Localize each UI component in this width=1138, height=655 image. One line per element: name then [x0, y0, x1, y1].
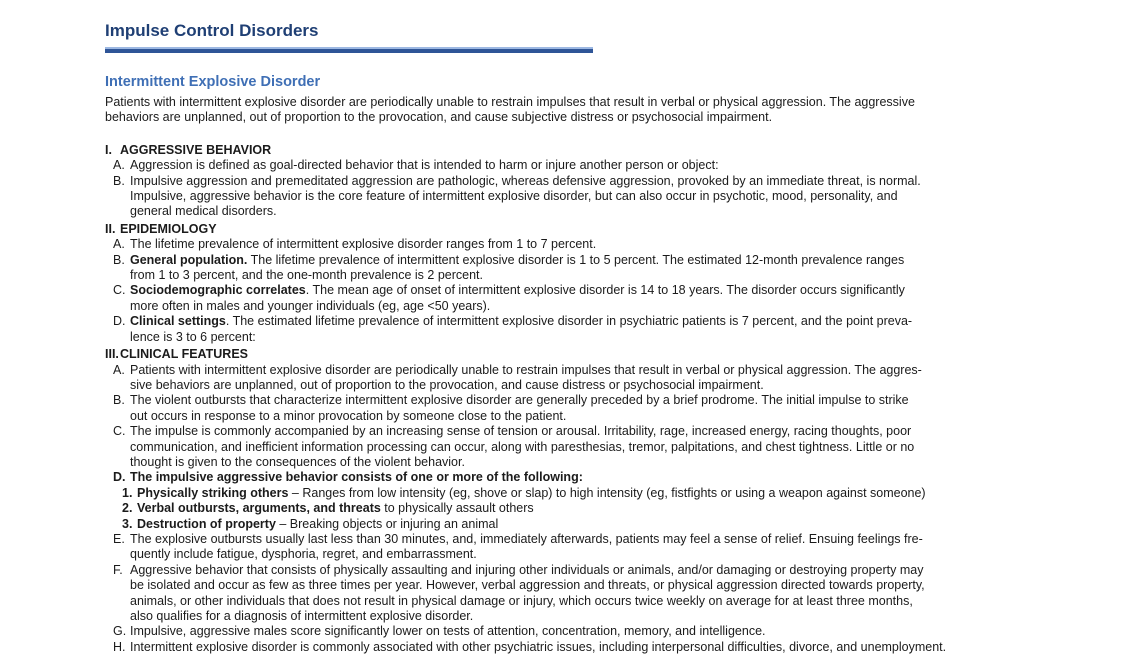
- outline-line: [105, 189, 1123, 204]
- outline-line: [105, 330, 1123, 345]
- outline-line: [105, 363, 1123, 378]
- outline-line: [105, 563, 1123, 578]
- item-text: also qualifies for a diagnosis of intermittent explosive disorder.: [130, 609, 474, 623]
- outline-line: [105, 532, 1123, 547]
- item-text: from 1 to 3 percent, and the one-month prevalence is 2 percent.: [130, 268, 483, 283]
- item-text: Patients with intermittent explosive disorder are periodically unable to restrain impulses that result in verbal or physical aggression. The aggres-: [130, 362, 922, 377]
- item-text: Aggression is defined as goal-directed behavior that is intended to harm or injure another person or object:: [130, 158, 719, 173]
- section-title: Intermittent Explosive Disorder: [105, 74, 321, 90]
- outline-line: [105, 314, 1123, 329]
- section-heading-text: EPIDEMIOLOGY: [120, 221, 217, 236]
- item-text: be isolated and occur as few as three times per year. However, verbal aggression and threats, or physical aggression directed towards property,: [130, 578, 925, 593]
- item-text: The violent outbursts that characterize intermittent explosive disorder are generally preceded by a brief prodrome. The initial impulse to strike: [130, 393, 909, 408]
- item-text: – Breaking objects or injuring an animal: [275, 516, 499, 531]
- item-text: Intermittent explosive disorder is commonly associated with other psychiatric issues, including interpersonal difficulties, divorce, and unemployment.: [130, 639, 947, 654]
- section-numeral: I.: [105, 142, 112, 157]
- outline-line: [105, 486, 1123, 501]
- item-marker: B.: [113, 393, 125, 408]
- item-marker: D.: [113, 470, 126, 485]
- intro-line: Patients with intermittent explosive disorder are periodically unable to restrain impulses that result in verbal or physical aggression. The aggressive: [105, 95, 915, 109]
- outline-line: [105, 253, 1123, 268]
- item-text: sive behaviors are unplanned, out of proportion to the provocation, and cause distress or psychosocial impairment.: [130, 377, 764, 392]
- outline-line: [105, 237, 1123, 252]
- section-heading: [105, 143, 1123, 158]
- item-marker: D.: [113, 314, 126, 329]
- item-text: The impulse is commonly accompanied by an increasing sense of tension or arousal. Irritability, rage, increased energy, racing thoughts, poor: [130, 424, 912, 439]
- item-text: Physically striking others: [137, 485, 289, 500]
- item-text: Clinical settings: [130, 314, 226, 329]
- outline-line: [105, 299, 1123, 314]
- section-heading: [105, 222, 1123, 237]
- item-marker: C.: [113, 283, 126, 298]
- outline-line: [105, 517, 1123, 532]
- intro-line: behaviors are unplanned, out of proportion to the provocation, and cause subjective distress or psychosocial impairment.: [105, 110, 773, 125]
- outline-line: [105, 640, 1123, 655]
- item-text: Impulsive, aggressive males score significantly lower on tests of attention, concentration, memory, and intelligence.: [130, 624, 766, 639]
- section-heading: [105, 347, 1123, 362]
- item-text: lence is 3 to 6 percent:: [130, 329, 256, 344]
- outline-line: [105, 609, 1123, 624]
- item-text: Sociodemographic correlates: [130, 283, 306, 298]
- section-numeral: III.: [105, 347, 119, 362]
- section-numeral: II.: [105, 221, 116, 236]
- item-marker: E.: [113, 531, 125, 546]
- item-text: The lifetime prevalence of intermittent explosive disorder ranges from 1 to 7 percent.: [130, 237, 597, 252]
- item-marker: H.: [113, 639, 126, 654]
- item-text: Verbal outbursts, arguments, and threats: [137, 501, 381, 516]
- item-text: Impulsive, aggressive behavior is the core feature of intermittent explosive disorder, but can also occur in psychotic, mood, personality, and: [130, 189, 898, 204]
- outline-line: [105, 578, 1123, 593]
- item-marker: C.: [113, 424, 126, 439]
- item-text: The impulsive aggressive behavior consists of one or more of the following:: [130, 470, 583, 485]
- item-text: – Ranges from low intensity (eg, shove or slap) to high intensity (eg, fistfights or using a weapon against someone): [288, 485, 926, 500]
- item-text: General population.: [130, 252, 248, 267]
- outline-line: [105, 501, 1123, 516]
- item-text: . The estimated lifetime prevalence of intermittent explosive disorder in psychiatric patients is 7 percent, and the point preva-: [225, 314, 913, 329]
- item-marker: A.: [113, 362, 125, 377]
- item-marker: 2.: [122, 501, 133, 516]
- section-heading-text: CLINICAL FEATURES: [120, 347, 249, 362]
- item-marker: A.: [113, 237, 125, 252]
- item-text: more often in males and younger individuals (eg, age <50 years).: [130, 298, 491, 313]
- outline-line: [105, 409, 1123, 424]
- outline-line: [105, 393, 1123, 408]
- outline-line: [105, 594, 1123, 609]
- item-text: The lifetime prevalence of intermittent explosive disorder is 1 to 5 percent. The estimated 12-month prevalence ranges: [247, 252, 905, 267]
- item-marker: B.: [113, 252, 125, 267]
- item-text: out occurs in response to a minor provocation by someone close to the patient.: [130, 408, 567, 423]
- item-text: Aggressive behavior that consists of physically assaulting and injuring other individuals or animals, and/or damaging or destroying property may: [130, 562, 924, 577]
- item-text: Impulsive aggression and premeditated aggression are pathologic, whereas defensive aggression, provoked by an immediate threat, is normal.: [130, 173, 921, 188]
- outline-line: [105, 158, 1123, 173]
- outline-line: [105, 378, 1123, 393]
- item-marker: B.: [113, 173, 125, 188]
- item-marker: 1.: [122, 485, 133, 500]
- item-text: The explosive outbursts usually last less than 30 minutes, and, immediately afterwards, patients may feel a sense of relief. Ensuing feelings fre-: [130, 531, 923, 546]
- item-marker: A.: [113, 158, 125, 173]
- item-text: to physically assault others: [380, 501, 534, 516]
- section-heading-text: AGGRESSIVE BEHAVIOR: [120, 142, 272, 157]
- outline-line: [105, 268, 1123, 283]
- outline: [105, 143, 1123, 655]
- outline-line: [105, 440, 1123, 455]
- item-text: . The mean age of onset of intermittent explosive disorder is 14 to 18 years. The disorder occurs significantly: [305, 283, 905, 298]
- outline-line: [105, 455, 1123, 470]
- outline-line: [105, 174, 1123, 189]
- item-text: thought is given to the consequences of the violent behavior.: [130, 454, 465, 469]
- item-marker: 3.: [122, 516, 133, 531]
- item-text: communication, and inefficient information processing can occur, along with paresthesias, tremor, palpitations, and chest tightness. Little or no: [130, 439, 915, 454]
- outline-line: [105, 547, 1123, 562]
- outline-line: [105, 204, 1123, 219]
- outline-line: [105, 624, 1123, 639]
- document-page: [105, 20, 1123, 655]
- outline-line: [105, 424, 1123, 439]
- item-marker: F.: [113, 562, 123, 577]
- intro-paragraph: [105, 95, 1123, 126]
- item-marker: G.: [113, 624, 127, 639]
- page-title: Impulse Control Disorders: [105, 21, 319, 40]
- outline-line: [105, 283, 1123, 298]
- title-rule: [105, 47, 593, 53]
- item-text: quently include fatigue, dysphoria, regret, and embarrassment.: [130, 547, 477, 562]
- item-text: general medical disorders.: [130, 204, 277, 219]
- item-text: Destruction of property: [137, 516, 276, 531]
- outline-line: [105, 470, 1123, 485]
- item-text: animals, or other individuals that does not result in physical damage or injury, which occurs twice weekly on average for at least three months,: [130, 593, 913, 608]
